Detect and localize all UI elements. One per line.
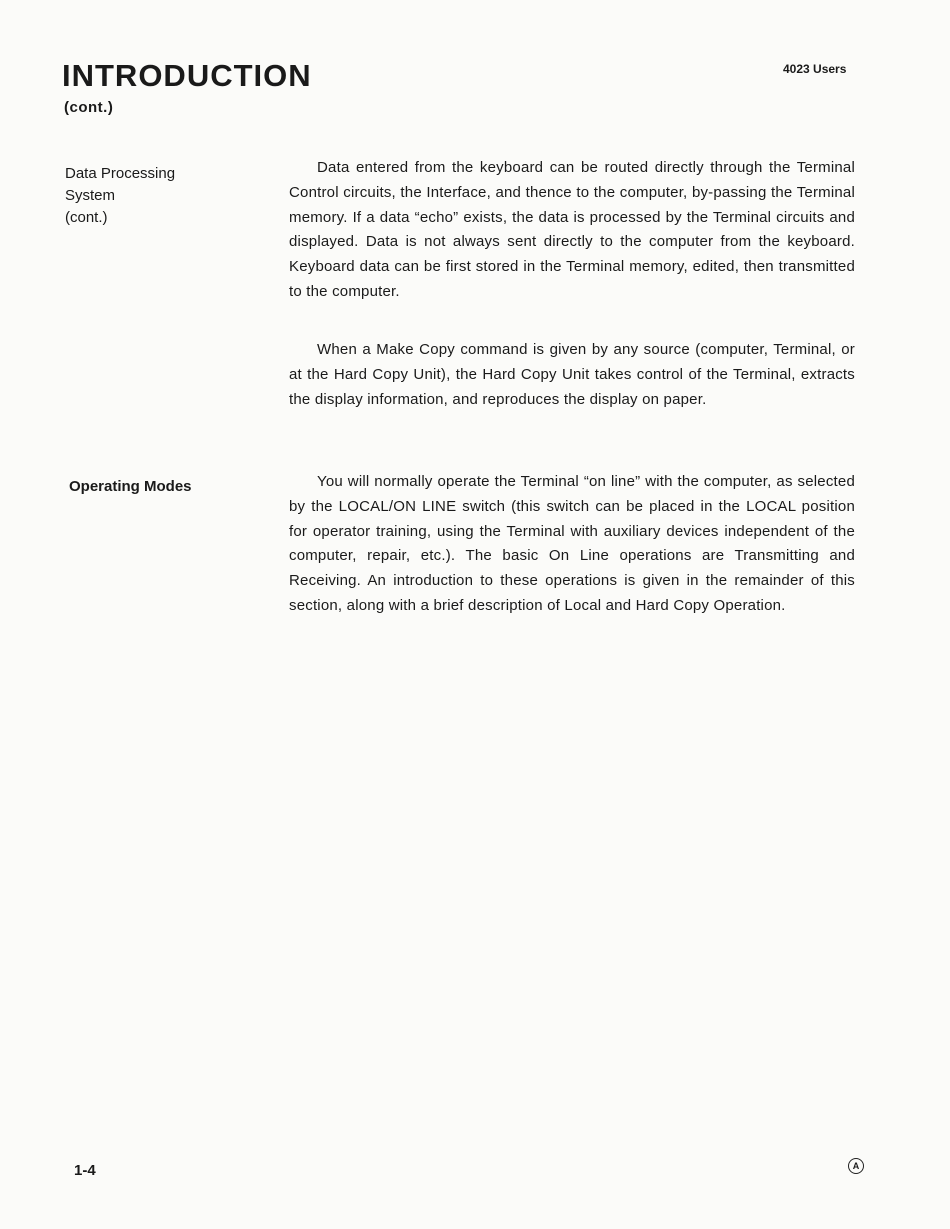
paragraph-operating-modes: You will normally operate the Terminal “on line” with the computer, as selected by the LOCAL/ON LINE switch (this switch can be placed in the LOCAL position for operator training, using the Terminal with auxiliary devices independent of the computer, repair, etc.). The basic On Line operations are Transmitting and Receiving. An introduction to these operations is given in the remainder of this section, along with a brief description of Local and Hard Copy Operation. xyxy=(289,473,855,614)
paragraph-data-routing: Data entered from the keyboard can be routed directly through the Terminal Control circuits, the Interface, and thence to the computer, by-passing the Terminal memory. If a data “echo” exists, the data is processed by the Terminal circuits and displayed. Data is not always sent directly to the computer from the keyboard. Keyboard data can be first stored in the Terminal memory, edited, then transmitted to the computer. xyxy=(289,159,855,300)
section-heading-operating-modes xyxy=(69,476,192,498)
heading-line: (cont.) xyxy=(65,209,108,226)
revision-mark: A xyxy=(848,1158,864,1174)
section-heading-data-processing xyxy=(65,163,175,229)
page-number: 1-4 xyxy=(74,1162,96,1179)
page-title: INTRODUCTION xyxy=(62,58,312,93)
page-subtitle: (cont.) xyxy=(64,99,114,116)
heading-line: Data Processing xyxy=(65,165,176,182)
heading-line: System xyxy=(65,187,116,204)
heading-line: Operating Modes xyxy=(69,478,192,495)
document-id: 4023 Users xyxy=(783,62,847,76)
paragraph-make-copy: When a Make Copy command is given by any source (computer, Terminal, or at the Hard Copy Unit), the Hard Copy Unit takes control of the Terminal, extracts the display information, and reproduces the display on paper. xyxy=(289,341,855,408)
